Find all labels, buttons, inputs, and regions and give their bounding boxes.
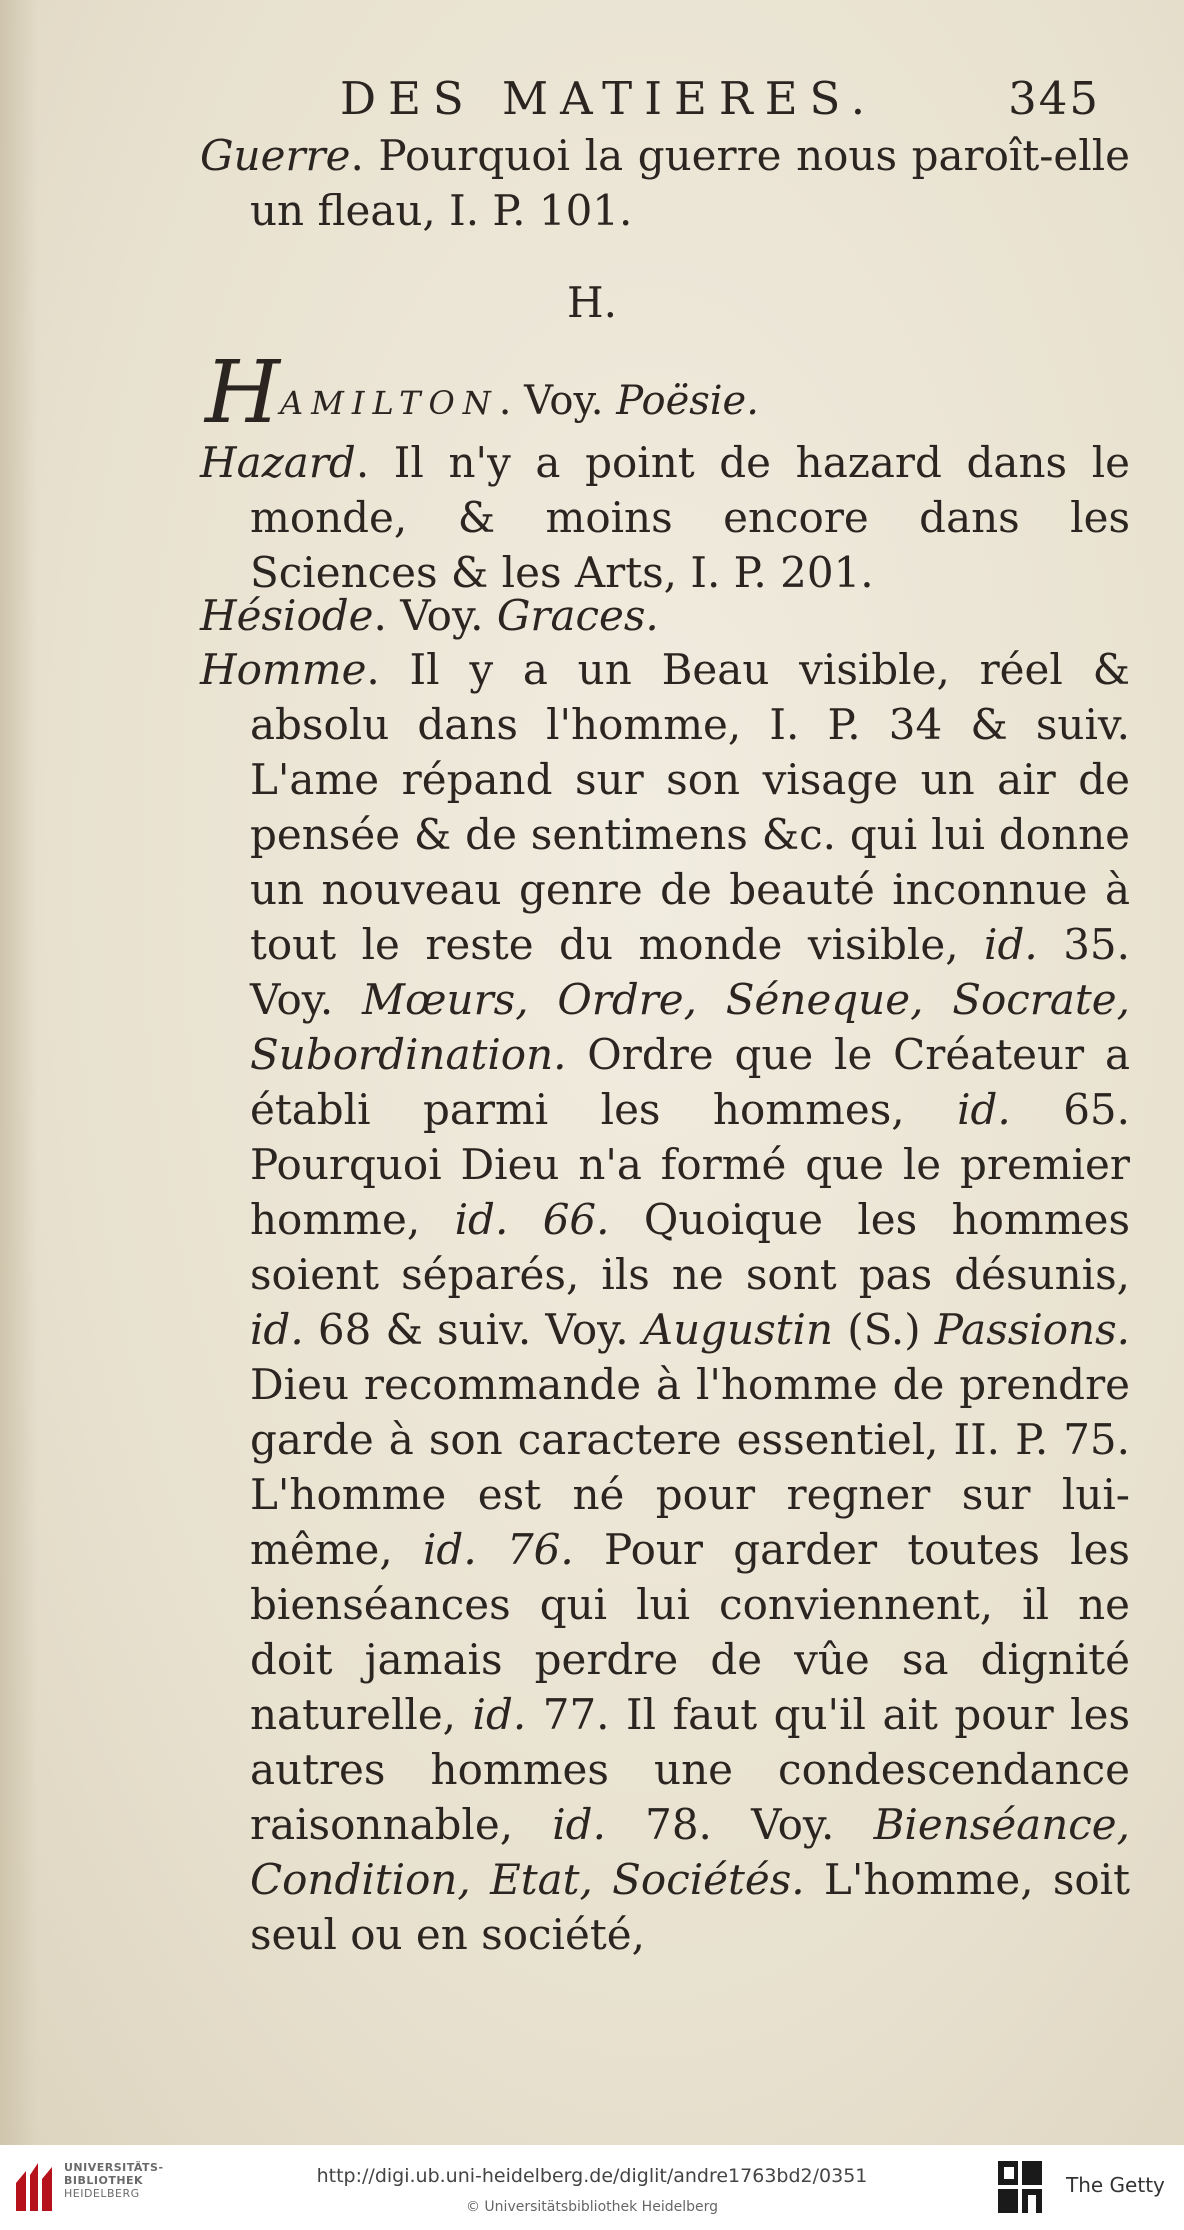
entry-text: . Voy. <box>373 591 497 640</box>
entry-ref: id. 66. <box>454 1195 610 1244</box>
copyright-notice: © Universitätsbibliothek Heidelberg <box>465 2199 718 2215</box>
entry-ref: Graces. <box>496 591 659 640</box>
library-name-line: HEIDELBERG <box>64 2187 140 2200</box>
entry-hesiode <box>200 588 1130 643</box>
entry-text: Dieu recommande à l'homme de prendre garde à son caractere essentiel, II. P. 75. L'homme est né pour regner sur lui-même, <box>250 1360 1130 1574</box>
entry-ref: id. <box>250 1305 304 1354</box>
entry-ref: id. <box>552 1800 606 1849</box>
entry-ref: Passions. <box>934 1305 1130 1354</box>
getty-logo-icon <box>996 2159 1046 2215</box>
entry-homme <box>200 642 1130 1962</box>
entry-text: . Il n'y a point de hazard dans le monde, & moins encore dans les Sciences & les Arts, I. P. 201. <box>250 438 1130 597</box>
entry-text: 65. Pourquoi Dieu n'a formé que le premier homme, <box>250 1085 1130 1244</box>
entry-text: Ordre que le Créateur a établi parmi les hommes, <box>250 1030 1130 1134</box>
entry-text: . Voy. <box>498 378 617 424</box>
entry-ref: id. 76. <box>423 1525 574 1574</box>
drop-initial: H <box>205 343 280 443</box>
permalink-url[interactable]: http://digi.ub.uni-heidelberg.de/diglit/andre1763bd2/0351 <box>316 2165 868 2187</box>
entry-ref: Bienséance, Condition, Etat, Sociétés. <box>250 1800 1130 1904</box>
running-head-title: DES MATIERES. <box>340 72 878 125</box>
entry-guerre <box>200 128 1130 238</box>
entry-text: Pour garder toutes les bienséances qui lui conviennent, il ne doit jamais perdre de vûe sa dignité naturelle, <box>250 1525 1130 1739</box>
entry-term: Hazard <box>200 438 356 487</box>
entry-text: (S.) <box>833 1305 935 1354</box>
entry-ref: Poësie. <box>616 378 759 424</box>
entry-text: Quoique les hommes soient séparés, ils ne sont pas désunis, <box>250 1195 1130 1299</box>
entry-term: Homme <box>200 645 367 694</box>
entry-hamilton <box>205 343 1105 443</box>
entry-text: 78. Voy. <box>605 1800 874 1849</box>
entry-text: . Pourquoi la guerre nous paroît-elle un fleau, I. P. 101. <box>250 131 1130 235</box>
entry-text: 68 & suiv. Voy. <box>303 1305 643 1354</box>
entry-term: AMILTON <box>280 384 499 422</box>
entry-term: Guerre <box>200 131 351 180</box>
entry-term: Hésiode <box>200 591 374 640</box>
library-name-line: BIBLIOTHEK <box>64 2174 144 2187</box>
entry-ref: id. <box>984 920 1038 969</box>
running-head <box>340 72 1100 132</box>
entry-hazard <box>200 435 1130 600</box>
library-name-line: UNIVERSITÄTS- <box>64 2161 164 2174</box>
page-number: 345 <box>1008 72 1100 125</box>
entry-ref: id. <box>472 1690 527 1739</box>
entry-ref: Augustin <box>642 1305 834 1354</box>
section-letter: H. <box>567 278 617 327</box>
entry-text: 77. Il faut qu'il ait pour les autres hommes une condescendance raisonnable, <box>250 1690 1131 1849</box>
entry-ref: id. <box>957 1085 1011 1134</box>
partner-name: The Getty <box>1066 2173 1165 2197</box>
entry-text: 35. Voy. <box>250 920 1130 1024</box>
entry-text: . Il y a un Beau visible, réel & absolu dans l'homme, I. P. 34 & suiv. L'ame répand sur son visage un air de pensée & de sentimens &c. qui lui donne un nouveau genre de beauté inconnue à tout le reste du monde visible, <box>250 645 1130 969</box>
viewer-footer <box>0 2145 1184 2230</box>
entry-ref: Mœurs, Ordre, Séneque, Socrate, Subordination. <box>250 975 1130 1079</box>
entry-text: L'homme, soit seul ou en société, <box>250 1855 1130 1959</box>
